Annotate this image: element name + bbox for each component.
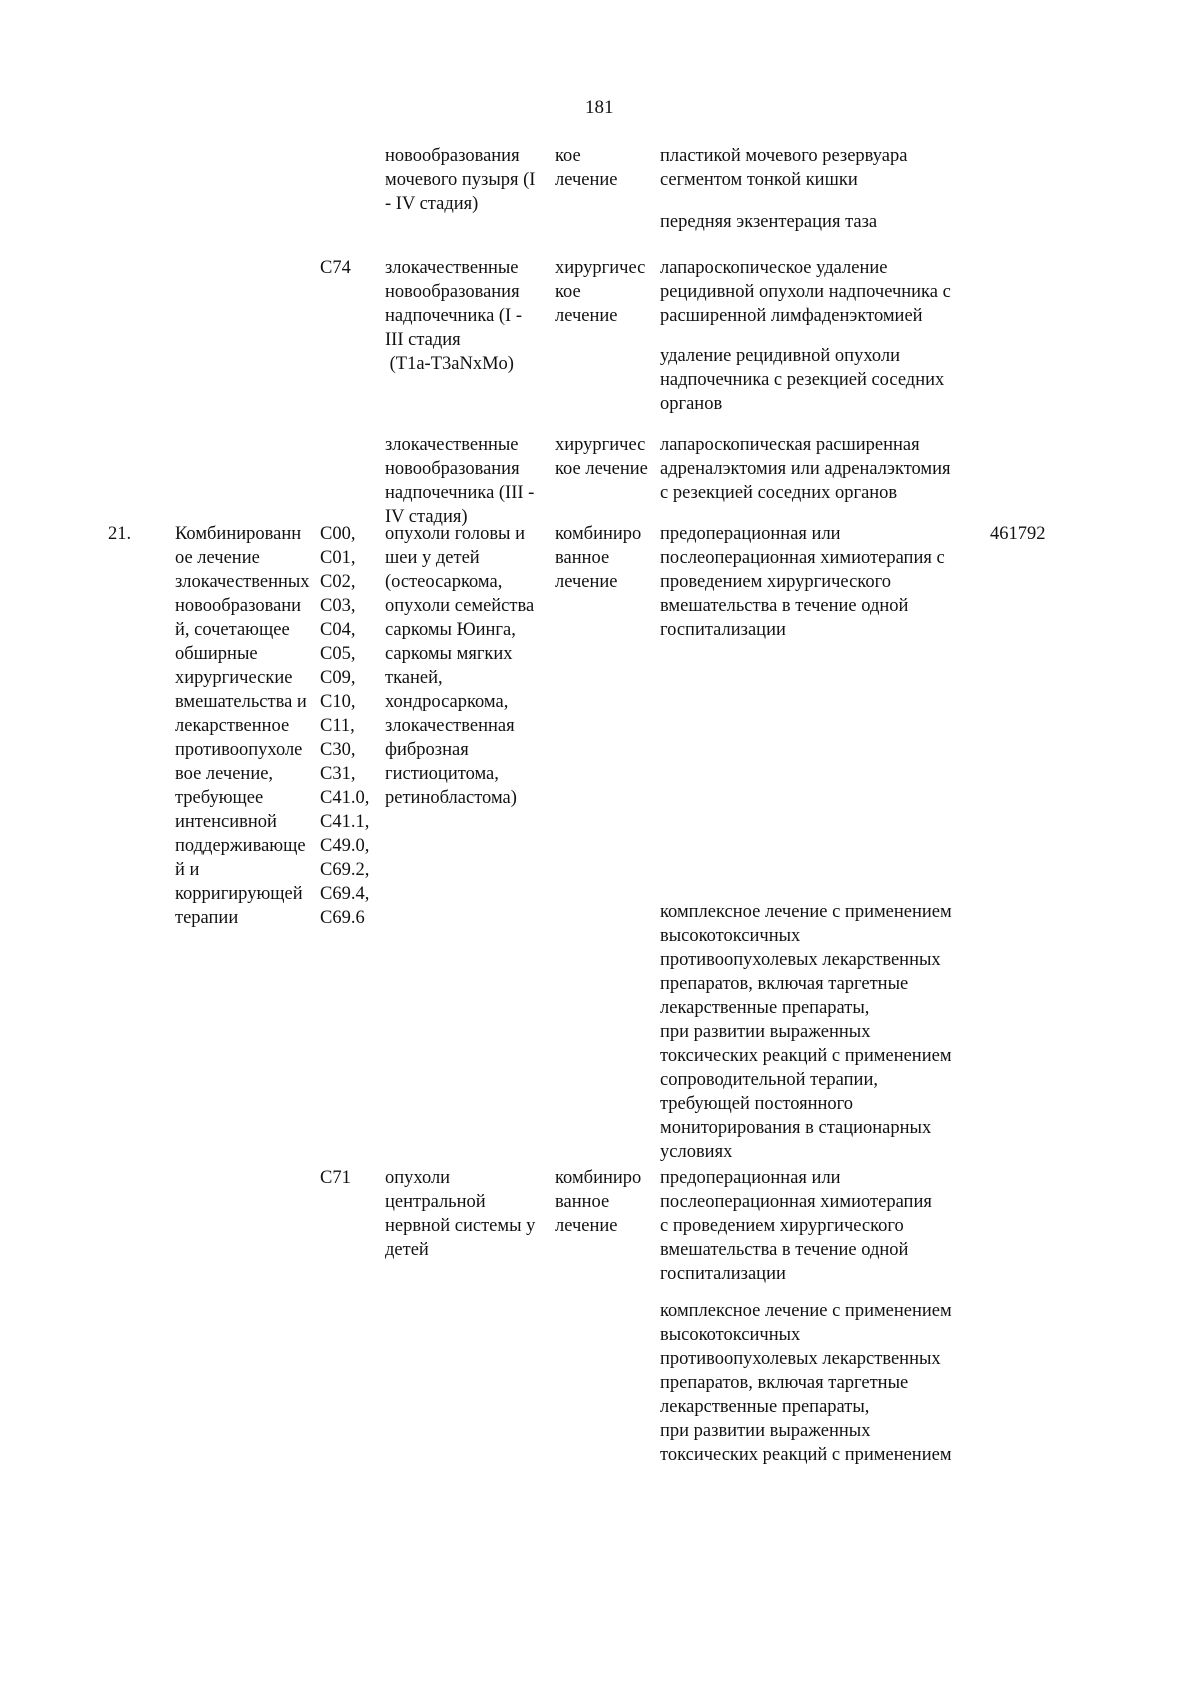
- text-line: проведением хирургического: [660, 572, 891, 592]
- text-line: лапароскопическое удаление: [660, 258, 888, 278]
- text-line: опухоли головы и: [385, 524, 526, 544]
- text-line: Комбинированн: [175, 524, 302, 544]
- text-line: C74: [320, 258, 351, 278]
- text-line: 461792: [990, 524, 1046, 544]
- page-number: 181: [585, 97, 614, 118]
- text-line: IV стадия): [385, 507, 468, 527]
- text-line: новообразования: [385, 459, 520, 479]
- text-line: C69.4,: [320, 884, 370, 904]
- text-line: C05,: [320, 644, 356, 664]
- text-line: противоопухоле: [175, 740, 303, 760]
- text-line: (T1a-T3aNxMo): [385, 354, 514, 374]
- text-line: C30,: [320, 740, 356, 760]
- text-line: вое лечение,: [175, 764, 274, 784]
- text-line: злокачественные: [385, 258, 519, 278]
- text-line: высокотоксичных: [660, 926, 801, 946]
- text-line: пластикой мочевого резервуара: [660, 146, 908, 166]
- text-line: лекарственное: [175, 716, 290, 736]
- method-cell: [660, 256, 951, 328]
- code-cell: [320, 1166, 351, 1190]
- text-line: й, сочетающее: [175, 620, 290, 640]
- text-line: C09,: [320, 668, 356, 688]
- text-line: при развитии выраженных: [660, 1421, 871, 1441]
- text-line: госпитализации: [660, 620, 786, 640]
- text-line: новообразования: [385, 146, 520, 166]
- text-line: злокачественная: [385, 716, 515, 736]
- text-line: C10,: [320, 692, 356, 712]
- text-line: вмешательства в течение одной: [660, 596, 909, 616]
- text-line: надпочечника с резекцией соседних: [660, 370, 945, 390]
- text-line: противоопухолевых лекарственных: [660, 950, 941, 970]
- text-line: хирургические: [175, 668, 293, 688]
- text-line: C02,: [320, 572, 356, 592]
- text-line: препаратов, включая таргетные: [660, 1373, 909, 1393]
- text-line: вмешательства в течение одной: [660, 1240, 909, 1260]
- text-line: шеи у детей: [385, 548, 480, 568]
- diagnosis-cell: [385, 144, 535, 216]
- text-line: расширенной лимфаденэктомией: [660, 306, 923, 326]
- text-line: сегментом тонкой кишки: [660, 170, 858, 190]
- text-line: требующее: [175, 788, 264, 808]
- text-line: C69.2,: [320, 860, 370, 880]
- text-line: послеоперационная химиотерапия: [660, 1192, 932, 1212]
- text-line: хондросаркома,: [385, 692, 509, 712]
- text-line: C03,: [320, 596, 356, 616]
- method-cell: [660, 433, 951, 505]
- method-cell: [660, 1299, 952, 1467]
- text-line: ванное: [555, 548, 610, 568]
- code-cell: [320, 522, 369, 930]
- method-cell: [660, 144, 907, 192]
- text-line: госпитализации: [660, 1264, 786, 1284]
- text-line: комплексное лечение с применением: [660, 1301, 952, 1321]
- method-cell: [660, 900, 952, 1164]
- text-line: требующей постоянного: [660, 1094, 854, 1114]
- text-line: токсических реакций с применением: [660, 1046, 952, 1066]
- text-line: гистиоцитома,: [385, 764, 499, 784]
- text-line: сопроводительной терапии,: [660, 1070, 878, 1090]
- text-line: саркомы Юинга,: [385, 620, 516, 640]
- text-line: комплексное лечение с применением: [660, 902, 952, 922]
- text-line: противоопухолевых лекарственных: [660, 1349, 941, 1369]
- text-line: мониторирования в стационарных: [660, 1118, 932, 1138]
- text-line: интенсивной: [175, 812, 277, 832]
- text-line: с проведением хирургического: [660, 1216, 904, 1236]
- text-line: нервной системы у: [385, 1216, 536, 1236]
- text-line: C69.6: [320, 908, 365, 928]
- text-line: центральной: [385, 1192, 486, 1212]
- text-line: фиброзная: [385, 740, 469, 760]
- text-line: надпочечника (I -: [385, 306, 523, 326]
- text-line: токсических реакций с применением: [660, 1445, 952, 1465]
- text-line: C71: [320, 1168, 351, 1188]
- method-cell: [660, 522, 945, 642]
- text-line: при развитии выраженных: [660, 1022, 871, 1042]
- text-line: лечение: [555, 306, 618, 326]
- text-line: корригирующей: [175, 884, 303, 904]
- diagnosis-cell: [385, 1166, 535, 1262]
- text-line: C41.0,: [320, 788, 370, 808]
- text-line: органов: [660, 394, 723, 414]
- text-line: й и: [175, 860, 200, 880]
- text-line: кое: [555, 146, 581, 166]
- text-line: условиях: [660, 1142, 733, 1162]
- text-line: ванное: [555, 1192, 610, 1212]
- text-line: предоперационная или: [660, 524, 841, 544]
- text-line: терапии: [175, 908, 239, 928]
- text-line: детей: [385, 1240, 429, 1260]
- text-line: поддерживающе: [175, 836, 306, 856]
- text-line: C41.1,: [320, 812, 370, 832]
- treatment-type-cell: [555, 256, 645, 328]
- text-line: удаление рецидивной опухоли: [660, 346, 901, 366]
- text-line: рецидивной опухоли надпочечника с: [660, 282, 951, 302]
- text-line: передняя экзентерация таза: [660, 212, 878, 232]
- text-line: лекарственные препараты,: [660, 998, 870, 1018]
- row-number: [108, 522, 131, 546]
- text-line: лапароскопическая расширенная: [660, 435, 920, 455]
- text-line: лечение: [555, 1216, 618, 1236]
- text-line: комбиниро: [555, 1168, 642, 1188]
- method-cell: [660, 344, 944, 416]
- text-line: ретинобластома): [385, 788, 517, 808]
- text-line: новообразования: [385, 282, 520, 302]
- method-cell: [660, 210, 877, 234]
- text-line: с резекцией соседних органов: [660, 483, 898, 503]
- text-line: C31,: [320, 764, 356, 784]
- text-line: кое: [555, 282, 581, 302]
- diagnosis-cell: [385, 256, 522, 376]
- text-line: обширные: [175, 644, 258, 664]
- treatment-type-cell: [555, 144, 618, 192]
- method-cell: [660, 1166, 932, 1286]
- diagnosis-cell: [385, 433, 534, 529]
- text-line: C00,: [320, 524, 356, 544]
- text-line: лечение: [555, 572, 618, 592]
- text-line: (остеосаркома,: [385, 572, 503, 592]
- text-line: хирургичес: [555, 435, 646, 455]
- text-line: комбиниро: [555, 524, 642, 544]
- text-line: препаратов, включая таргетные: [660, 974, 909, 994]
- text-line: C01,: [320, 548, 356, 568]
- text-line: высокотоксичных: [660, 1325, 801, 1345]
- treatment-type-cell: [555, 522, 641, 594]
- text-line: новообразовани: [175, 596, 302, 616]
- text-line: опухоли семейства: [385, 596, 535, 616]
- text-line: предоперационная или: [660, 1168, 841, 1188]
- treatment-type-cell: [555, 433, 648, 481]
- treatment-type-cell: [555, 1166, 641, 1238]
- code-cell: [320, 256, 351, 280]
- text-line: тканей,: [385, 668, 443, 688]
- text-line: злокачественные: [385, 435, 519, 455]
- cost-cell: [990, 522, 1046, 546]
- text-line: злокачественных: [175, 572, 310, 592]
- text-line: лекарственные препараты,: [660, 1397, 870, 1417]
- text-line: лечение: [555, 170, 618, 190]
- text-line: 21.: [108, 524, 132, 544]
- text-line: хирургичес: [555, 258, 646, 278]
- text-line: опухоли: [385, 1168, 451, 1188]
- text-line: ое лечение: [175, 548, 260, 568]
- text-line: кое лечение: [555, 459, 648, 479]
- text-line: III стадия: [385, 330, 461, 350]
- text-line: надпочечника (III -: [385, 483, 535, 503]
- care-profile-name-cell: [175, 522, 310, 930]
- text-line: - IV стадия): [385, 194, 479, 214]
- text-line: мочевого пузыря (I: [385, 170, 536, 190]
- text-line: C49.0,: [320, 836, 370, 856]
- text-line: адреналэктомия или адреналэктомия: [660, 459, 951, 479]
- text-line: послеоперационная химиотерапия с: [660, 548, 945, 568]
- text-line: C04,: [320, 620, 356, 640]
- diagnosis-cell: [385, 522, 534, 810]
- text-line: саркомы мягких: [385, 644, 513, 664]
- text-line: вмешательства и: [175, 692, 307, 712]
- text-line: C11,: [320, 716, 355, 736]
